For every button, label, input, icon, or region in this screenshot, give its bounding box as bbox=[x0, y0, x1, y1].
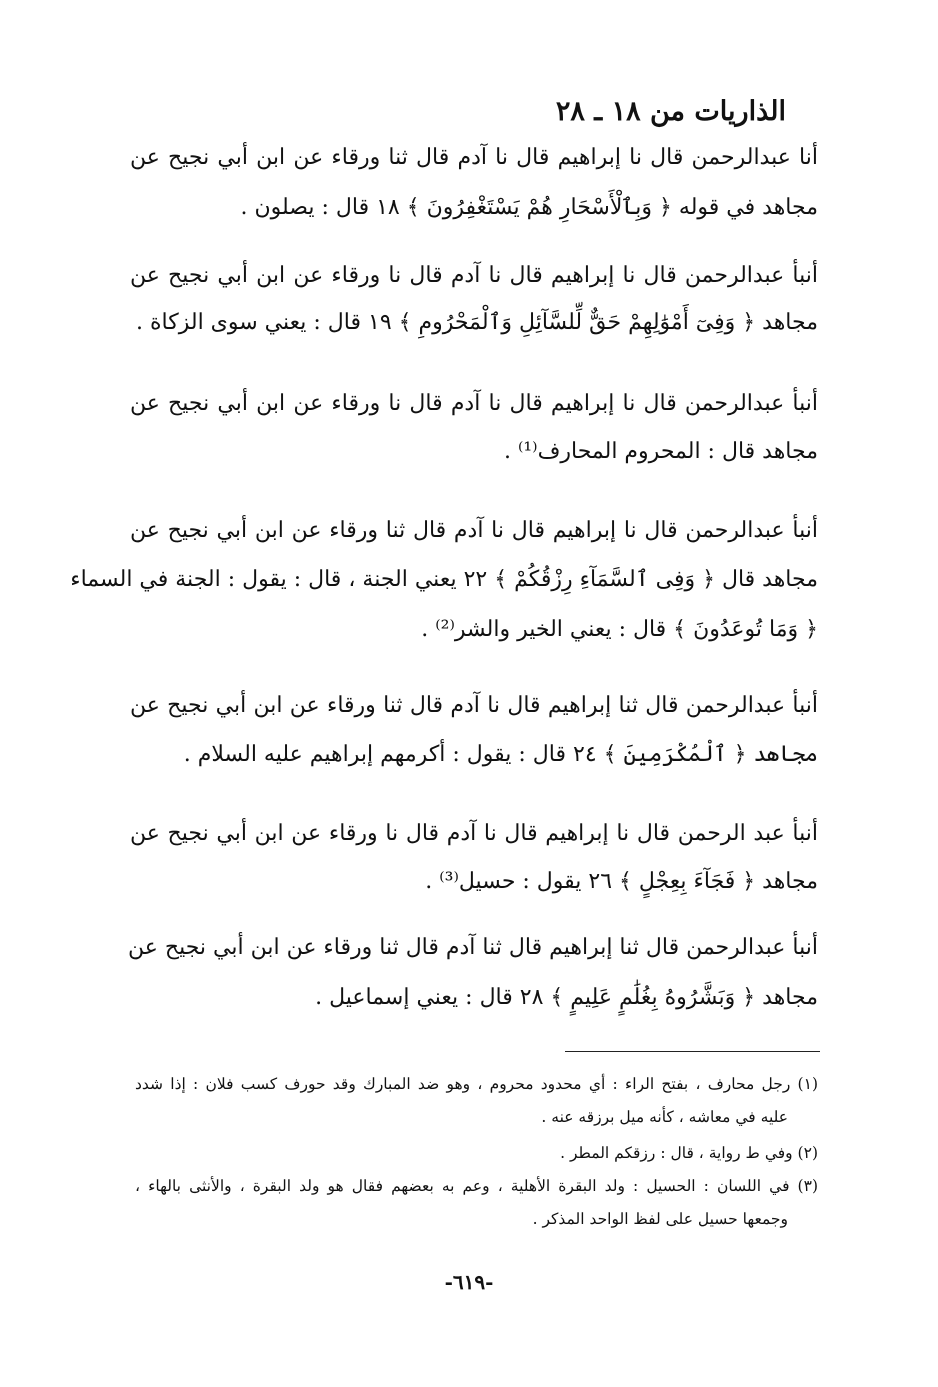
paragraph-5-line-2: مجاهد ﴿ ٱلْمُكْرَمِينَ ﴾ ٢٤ قال : يقول : أكرمهم إبراهيم عليه السلام . bbox=[183, 742, 818, 767]
footnote-2: (٢) وفي ط رواية ، قال : رزقكم المطر . bbox=[560, 1144, 818, 1162]
paragraph-1-line-2: مجاهد في قوله ﴿ وَبِٱلْأَسْحَارِ هُمْ يَسْتَغْفِرُونَ ﴾ ١٨ قال : يصلون . bbox=[240, 195, 818, 220]
paragraph-1-line-1: أنا عبدالرحمن قال نا إبراهيم قال نا آدم قال ثنا ورقاء عن ابن أبي نجيح عن bbox=[130, 145, 818, 170]
page-number: -٦١٩- bbox=[444, 1270, 494, 1294]
page-header: الذاريات من ١٨ ـ ٢٨ bbox=[555, 96, 786, 127]
footnote-1-line-1: (١) رجل محارف ، بفتح الراء : أي محدود محروم ، وهو ضد المبارك وقد حورف كسب فلان : إذا شدد bbox=[135, 1075, 818, 1093]
paragraph-5-line-1: أنبأ عبدالرحمن قال ثنا إبراهيم قال نا آدم قال ثنا ورقاء عن ابن أبي نجيح عن bbox=[130, 693, 818, 718]
paragraph-3-line-2: مجاهد قال : المحروم المحارف⁽¹⁾ . bbox=[503, 439, 818, 464]
paragraph-4-line-1: أنبأ عبدالرحمن قال نا إبراهيم قال نا آدم قال ثنا ورقاء عن ابن أبي نجيح عن bbox=[130, 518, 818, 543]
paragraph-6-line-1: أنبأ عبد الرحمن قال نا إبراهيم قال نا آدم قال نا ورقاء عن ابن أبي نجيح عن bbox=[130, 821, 818, 846]
footnote-3-line-2: وجمعها حسيل على لفظ الواحد المذكر . bbox=[532, 1210, 788, 1228]
paragraph-2-line-1: أنبأ عبدالرحمن قال نا إبراهيم قال نا آدم قال نا ورقاء عن ابن أبي نجيح عن bbox=[130, 263, 818, 288]
footnote-separator bbox=[565, 1051, 820, 1052]
paragraph-4-line-3: ﴿ وَمَا تُوعَدُونَ ﴾ قال : يعني الخير والشر⁽²⁾ . bbox=[421, 617, 818, 642]
paragraph-4-line-2: مجاهد قال ﴿ وَفِى ٱلسَّمَآءِ رِزْقُكُمْ ﴾ ٢٢ يعني الجنة ، قال : يقول : الجنة في السماء bbox=[70, 567, 818, 592]
paragraph-3-line-1: أنبأ عبدالرحمن قال نا إبراهيم قال نا آدم قال نا ورقاء عن ابن أبي نجيح عن bbox=[130, 391, 818, 416]
paragraph-7-line-1: أنبأ عبدالرحمن قال ثنا إبراهيم قال ثنا آدم قال ثنا ورقاء عن ابن أبي نجيح عن bbox=[128, 935, 818, 960]
paragraph-7-line-2: مجاهد ﴿ وَبَشَّرُوهُ بِغُلَٰمٍ عَلِيمٍ ﴾ ٢٨ قال : يعني إسماعيل . bbox=[315, 985, 818, 1010]
paragraph-2-line-2: مجاهد ﴿ وَفِىٓ أَمْوَٰلِهِمْ حَقٌّ لِّلسَّآئِلِ وَٱلْمَحْرُومِ ﴾ ١٩ قال : يعني سوى الزكاة . bbox=[136, 310, 818, 335]
paragraph-6-line-2: مجاهد ﴿ فَجَآءَ بِعِجْلٍ ﴾ ٢٦ يقول : حسيل⁽³⁾ . bbox=[425, 869, 818, 894]
footnote-3-line-1: (٣) في اللسان : الحسيل : ولد البقرة الأهلية ، وعم به بعضهم فقال هو ولد البقرة ، والأنثى بالهاء ، bbox=[135, 1177, 818, 1195]
footnote-1-line-2: عليه في معاشه ، كأنه ميل برزقه عنه . bbox=[541, 1108, 788, 1126]
